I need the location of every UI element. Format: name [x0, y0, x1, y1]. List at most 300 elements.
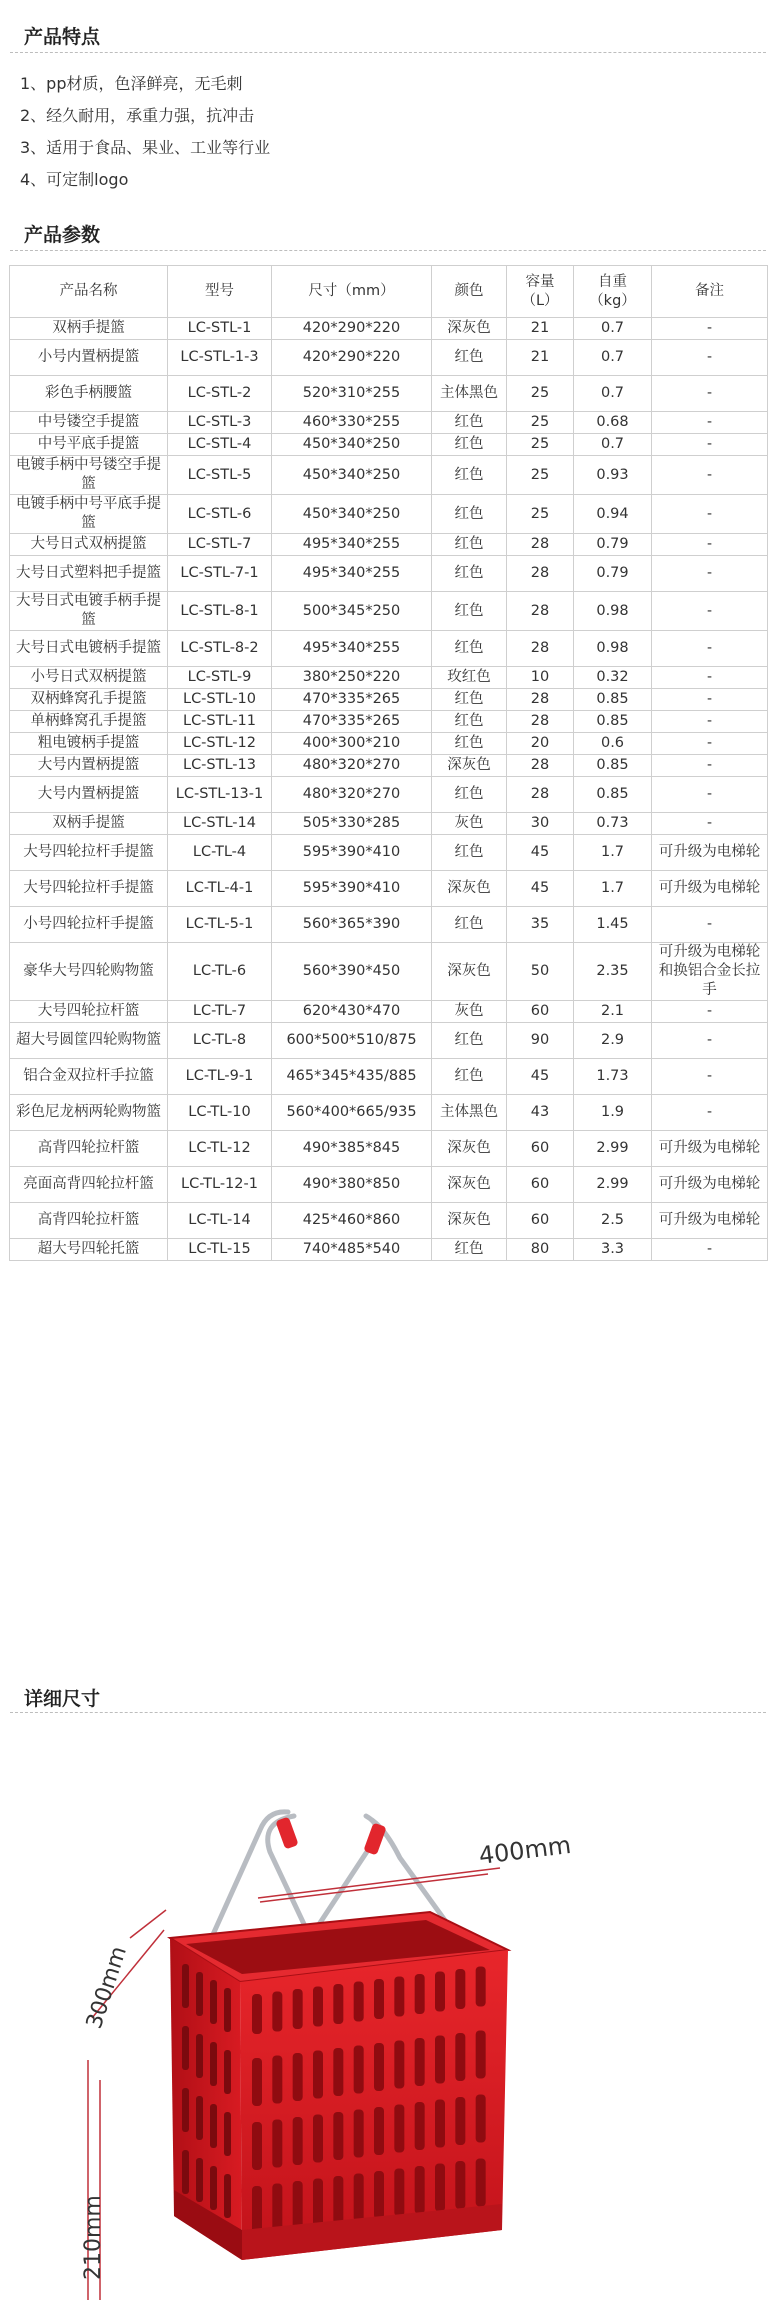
- capacity-cell: 25: [507, 412, 574, 434]
- table-row: [10, 534, 768, 556]
- remark-cell: 可升级为电梯轮: [652, 871, 768, 907]
- model-cell: LC-STL-8-2: [168, 631, 272, 667]
- model-cell: LC-TL-4-1: [168, 871, 272, 907]
- color-cell: 深灰色: [432, 943, 507, 1001]
- color-cell: 红色: [432, 592, 507, 631]
- color-cell: 深灰色: [432, 755, 507, 777]
- vent-slot: [394, 2105, 404, 2153]
- capacity-cell: 21: [507, 318, 574, 340]
- dimension-label-depth: 300mm: [81, 1943, 132, 2032]
- vent-slot: [272, 2120, 282, 2168]
- remark-cell: -: [652, 813, 768, 835]
- size-cell: 470*335*265: [272, 711, 432, 733]
- color-cell: 主体黑色: [432, 1095, 507, 1131]
- model-cell: LC-TL-12: [168, 1131, 272, 1167]
- remark-cell: -: [652, 755, 768, 777]
- table-row: [10, 1239, 768, 1261]
- vent-slot: [196, 1972, 203, 2016]
- product-name-cell: 超大号圆筐四轮购物篮: [10, 1023, 168, 1059]
- remark-cell: -: [652, 1095, 768, 1131]
- remark-cell: -: [652, 412, 768, 434]
- vent-slot: [272, 2184, 282, 2232]
- weight-cell: 1.45: [574, 907, 652, 943]
- vent-slot: [182, 1964, 189, 2008]
- table-row: [10, 376, 768, 412]
- product-name-cell: 大号日式电镀手柄手提篮: [10, 592, 168, 631]
- remark-cell: -: [652, 1023, 768, 1059]
- remark-cell: 可升级为电梯轮: [652, 1167, 768, 1203]
- table-row: [10, 495, 768, 534]
- table-row: [10, 835, 768, 871]
- table-row: [10, 1131, 768, 1167]
- section-divider: [10, 250, 766, 251]
- remark-cell: -: [652, 318, 768, 340]
- vent-slot: [374, 2171, 384, 2219]
- column-header: 产品名称: [10, 266, 168, 318]
- product-name-cell: 铝合金双拉杆手拉篮: [10, 1059, 168, 1095]
- size-cell: 520*310*255: [272, 376, 432, 412]
- model-cell: LC-TL-5-1: [168, 907, 272, 943]
- product-name-cell: 粗电镀柄手提篮: [10, 733, 168, 755]
- size-cell: 480*320*270: [272, 755, 432, 777]
- weight-cell: 1.73: [574, 1059, 652, 1095]
- product-name-cell: 大号四轮拉杆手提篮: [10, 871, 168, 907]
- table-row: [10, 1059, 768, 1095]
- model-cell: LC-STL-3: [168, 412, 272, 434]
- dim-line-width: [260, 1874, 488, 1902]
- column-header: 备注: [652, 266, 768, 318]
- capacity-cell: 80: [507, 1239, 574, 1261]
- product-name-cell: 双柄手提篮: [10, 318, 168, 340]
- product-name-cell: 中号平底手提篮: [10, 434, 168, 456]
- product-name-cell: 中号镂空手提篮: [10, 412, 168, 434]
- color-cell: 红色: [432, 1239, 507, 1261]
- color-cell: 红色: [432, 907, 507, 943]
- weight-cell: 2.35: [574, 943, 652, 1001]
- color-cell: 深灰色: [432, 1203, 507, 1239]
- vent-slot: [272, 1992, 282, 2032]
- weight-cell: 0.7: [574, 318, 652, 340]
- model-cell: LC-TL-8: [168, 1023, 272, 1059]
- table-row: [10, 340, 768, 376]
- vent-slot: [455, 2097, 465, 2145]
- vent-slot: [224, 2050, 231, 2094]
- feature-item: 1、pp材质，色泽鲜亮，无毛刺: [20, 74, 243, 93]
- model-cell: LC-STL-13: [168, 755, 272, 777]
- color-cell: 玫红色: [432, 667, 507, 689]
- vent-slot: [394, 2169, 404, 2217]
- model-cell: LC-STL-1-3: [168, 340, 272, 376]
- table-row: [10, 1023, 768, 1059]
- weight-cell: 0.98: [574, 631, 652, 667]
- vent-slot: [293, 2117, 303, 2165]
- product-name-cell: 电镀手柄中号平底手提篮: [10, 495, 168, 534]
- params-table: [9, 265, 768, 1261]
- size-cell: 465*345*435/885: [272, 1059, 432, 1095]
- capacity-cell: 28: [507, 689, 574, 711]
- model-cell: LC-STL-9: [168, 667, 272, 689]
- weight-cell: 0.98: [574, 592, 652, 631]
- weight-cell: 2.99: [574, 1167, 652, 1203]
- table-row: [10, 1001, 768, 1023]
- vent-slot: [415, 2102, 425, 2150]
- size-cell: 425*460*860: [272, 1203, 432, 1239]
- product-name-cell: 小号四轮拉杆手提篮: [10, 907, 168, 943]
- model-cell: LC-STL-12: [168, 733, 272, 755]
- vent-slot: [313, 2115, 323, 2163]
- capacity-cell: 28: [507, 755, 574, 777]
- model-cell: LC-STL-10: [168, 689, 272, 711]
- column-header: 型号: [168, 266, 272, 318]
- vent-slot: [476, 2031, 486, 2079]
- vent-slot: [354, 1982, 364, 2022]
- vent-slot: [333, 2176, 343, 2224]
- table-row: [10, 1167, 768, 1203]
- vent-slot: [435, 2100, 445, 2148]
- product-name-cell: 大号四轮拉杆手提篮: [10, 835, 168, 871]
- model-cell: LC-STL-11: [168, 711, 272, 733]
- color-cell: 深灰色: [432, 318, 507, 340]
- vent-slot: [293, 2053, 303, 2101]
- vent-slot: [313, 2179, 323, 2227]
- vent-slot: [333, 2112, 343, 2160]
- size-cell: 380*250*220: [272, 667, 432, 689]
- column-header: 颜色: [432, 266, 507, 318]
- size-cell: 595*390*410: [272, 835, 432, 871]
- capacity-cell: 20: [507, 733, 574, 755]
- vent-slot: [224, 2112, 231, 2156]
- model-cell: LC-TL-4: [168, 835, 272, 871]
- model-cell: LC-TL-9-1: [168, 1059, 272, 1095]
- color-cell: 红色: [432, 835, 507, 871]
- product-name-cell: 小号日式双柄提篮: [10, 667, 168, 689]
- vent-slot: [210, 2042, 217, 2086]
- remark-cell: -: [652, 777, 768, 813]
- product-name-cell: 单柄蜂窝孔手提篮: [10, 711, 168, 733]
- capacity-cell: 21: [507, 340, 574, 376]
- product-name-cell: 双柄蜂窝孔手提篮: [10, 689, 168, 711]
- remark-cell: 可升级为电梯轮: [652, 835, 768, 871]
- detail-title: 详细尺寸: [24, 1688, 101, 1710]
- model-cell: LC-TL-7: [168, 1001, 272, 1023]
- color-cell: 红色: [432, 456, 507, 495]
- vent-slot: [333, 2048, 343, 2096]
- table-row: [10, 871, 768, 907]
- size-cell: 495*340*255: [272, 631, 432, 667]
- color-cell: 红色: [432, 534, 507, 556]
- table-row: [10, 456, 768, 495]
- size-cell: 560*400*665/935: [272, 1095, 432, 1131]
- remark-cell: -: [652, 1001, 768, 1023]
- size-cell: 500*345*250: [272, 592, 432, 631]
- product-name-cell: 大号日式电镀柄手提篮: [10, 631, 168, 667]
- weight-cell: 0.85: [574, 689, 652, 711]
- capacity-cell: 43: [507, 1095, 574, 1131]
- capacity-cell: 45: [507, 835, 574, 871]
- feature-item: 3、适用于食品、果业、工业等行业: [20, 138, 271, 157]
- capacity-cell: 35: [507, 907, 574, 943]
- product-name-cell: 双柄手提篮: [10, 813, 168, 835]
- remark-cell: 可升级为电梯轮和换铝合金长拉手: [652, 943, 768, 1001]
- weight-cell: 2.1: [574, 1001, 652, 1023]
- weight-cell: 0.68: [574, 412, 652, 434]
- remark-cell: -: [652, 631, 768, 667]
- table-row: [10, 943, 768, 1001]
- vent-slot: [455, 1969, 465, 2009]
- color-cell: 灰色: [432, 1001, 507, 1023]
- weight-cell: 2.99: [574, 1131, 652, 1167]
- weight-cell: 0.85: [574, 755, 652, 777]
- vent-slot: [415, 2038, 425, 2086]
- weight-cell: 0.85: [574, 711, 652, 733]
- basket-dimension-photo: [81, 1760, 690, 2300]
- remark-cell: -: [652, 733, 768, 755]
- table-row: [10, 711, 768, 733]
- column-header: 自重（kg）: [574, 266, 652, 318]
- vent-slot: [354, 2174, 364, 2222]
- model-cell: LC-STL-4: [168, 434, 272, 456]
- remark-cell: -: [652, 456, 768, 495]
- vent-slot: [354, 2046, 364, 2094]
- remark-cell: -: [652, 556, 768, 592]
- model-cell: LC-TL-12-1: [168, 1167, 272, 1203]
- color-cell: 红色: [432, 711, 507, 733]
- remark-cell: -: [652, 1059, 768, 1095]
- capacity-cell: 60: [507, 1001, 574, 1023]
- vent-slot: [455, 2161, 465, 2209]
- color-cell: 红色: [432, 733, 507, 755]
- color-cell: 深灰色: [432, 871, 507, 907]
- vent-slot: [394, 1977, 404, 2017]
- vent-slot: [252, 2058, 262, 2106]
- vent-slot: [374, 1979, 384, 2019]
- capacity-cell: 25: [507, 495, 574, 534]
- table-row: [10, 907, 768, 943]
- remark-cell: -: [652, 711, 768, 733]
- model-cell: LC-TL-15: [168, 1239, 272, 1261]
- vent-slot: [354, 2110, 364, 2158]
- model-cell: LC-STL-2: [168, 376, 272, 412]
- model-cell: LC-STL-7: [168, 534, 272, 556]
- table-row: [10, 755, 768, 777]
- weight-cell: 0.7: [574, 434, 652, 456]
- size-cell: 490*380*850: [272, 1167, 432, 1203]
- weight-cell: 0.94: [574, 495, 652, 534]
- vent-slot: [210, 2104, 217, 2148]
- capacity-cell: 45: [507, 871, 574, 907]
- product-name-cell: 大号日式塑料把手提篮: [10, 556, 168, 592]
- capacity-cell: 90: [507, 1023, 574, 1059]
- vent-slot: [252, 2122, 262, 2170]
- product-name-cell: 豪华大号四轮购物篮: [10, 943, 168, 1001]
- vent-slot: [210, 1980, 217, 2024]
- color-cell: 红色: [432, 689, 507, 711]
- vent-slot: [182, 2150, 189, 2194]
- color-cell: 红色: [432, 340, 507, 376]
- remark-cell: -: [652, 376, 768, 412]
- weight-cell: 0.85: [574, 777, 652, 813]
- size-cell: 450*340*250: [272, 456, 432, 495]
- size-cell: 480*320*270: [272, 777, 432, 813]
- size-cell: 450*340*250: [272, 434, 432, 456]
- vent-slot: [415, 2166, 425, 2214]
- vent-slot: [293, 2181, 303, 2229]
- handle-grip: [275, 1817, 386, 1856]
- vent-slot: [415, 1974, 425, 2014]
- capacity-cell: 60: [507, 1131, 574, 1167]
- vent-slot: [435, 2164, 445, 2212]
- capacity-cell: 28: [507, 592, 574, 631]
- product-name-cell: 大号日式双柄提篮: [10, 534, 168, 556]
- capacity-cell: 28: [507, 631, 574, 667]
- product-name-cell: 亮面高背四轮拉杆篮: [10, 1167, 168, 1203]
- table-row: [10, 667, 768, 689]
- product-name-cell: 彩色手柄腰篮: [10, 376, 168, 412]
- model-cell: LC-STL-6: [168, 495, 272, 534]
- feature-item: 4、可定制logo: [20, 170, 129, 189]
- vent-slot: [476, 2095, 486, 2143]
- column-header: 容量（L）: [507, 266, 574, 318]
- capacity-cell: 25: [507, 376, 574, 412]
- vent-slot: [182, 2088, 189, 2132]
- weight-cell: 0.7: [574, 376, 652, 412]
- features-list: [20, 68, 270, 196]
- remark-cell: -: [652, 689, 768, 711]
- weight-cell: 0.93: [574, 456, 652, 495]
- remark-cell: 可升级为电梯轮: [652, 1203, 768, 1239]
- vent-slot: [182, 2026, 189, 2070]
- vent-slot: [210, 2166, 217, 2210]
- model-cell: LC-STL-1: [168, 318, 272, 340]
- color-cell: 红色: [432, 556, 507, 592]
- vent-slot: [196, 2096, 203, 2140]
- color-cell: 红色: [432, 495, 507, 534]
- dimension-label-height: 210mm: [81, 2195, 106, 2280]
- table-row: [10, 733, 768, 755]
- capacity-cell: 45: [507, 1059, 574, 1095]
- vent-slot: [252, 2186, 262, 2234]
- weight-cell: 3.3: [574, 1239, 652, 1261]
- size-cell: 460*330*255: [272, 412, 432, 434]
- model-cell: LC-STL-13-1: [168, 777, 272, 813]
- params-title: 产品参数: [24, 224, 101, 246]
- size-cell: 420*290*220: [272, 318, 432, 340]
- capacity-cell: 10: [507, 667, 574, 689]
- table-row: [10, 1203, 768, 1239]
- color-cell: 深灰色: [432, 1167, 507, 1203]
- vent-slot: [394, 2041, 404, 2089]
- remark-cell: -: [652, 534, 768, 556]
- table-row: [10, 777, 768, 813]
- color-cell: 红色: [432, 777, 507, 813]
- product-name-cell: 彩色尼龙柄两轮购物篮: [10, 1095, 168, 1131]
- capacity-cell: 28: [507, 534, 574, 556]
- color-cell: 主体黑色: [432, 376, 507, 412]
- weight-cell: 2.5: [574, 1203, 652, 1239]
- product-name-cell: 高背四轮拉杆篮: [10, 1131, 168, 1167]
- product-name-cell: 高背四轮拉杆篮: [10, 1203, 168, 1239]
- features-title: 产品特点: [24, 26, 101, 48]
- remark-cell: -: [652, 340, 768, 376]
- model-cell: LC-TL-14: [168, 1203, 272, 1239]
- weight-cell: 1.9: [574, 1095, 652, 1131]
- vent-slot: [435, 2036, 445, 2084]
- vent-slot: [476, 2159, 486, 2207]
- capacity-cell: 60: [507, 1203, 574, 1239]
- model-cell: LC-STL-8-1: [168, 592, 272, 631]
- model-cell: LC-STL-7-1: [168, 556, 272, 592]
- size-cell: 495*340*255: [272, 534, 432, 556]
- vent-slot: [196, 2158, 203, 2202]
- capacity-cell: 25: [507, 434, 574, 456]
- capacity-cell: 28: [507, 711, 574, 733]
- weight-cell: 1.7: [574, 835, 652, 871]
- size-cell: 620*430*470: [272, 1001, 432, 1023]
- size-cell: 495*340*255: [272, 556, 432, 592]
- table-row: [10, 631, 768, 667]
- remark-cell: -: [652, 434, 768, 456]
- color-cell: 红色: [432, 412, 507, 434]
- weight-cell: 2.9: [574, 1023, 652, 1059]
- product-name-cell: 电镀手柄中号镂空手提篮: [10, 456, 168, 495]
- model-cell: LC-TL-6: [168, 943, 272, 1001]
- color-cell: 红色: [432, 631, 507, 667]
- product-name-cell: 大号内置柄提篮: [10, 777, 168, 813]
- size-cell: 560*365*390: [272, 907, 432, 943]
- table-row: [10, 813, 768, 835]
- model-cell: LC-STL-14: [168, 813, 272, 835]
- model-cell: LC-STL-5: [168, 456, 272, 495]
- color-cell: 灰色: [432, 813, 507, 835]
- remark-cell: 可升级为电梯轮: [652, 1131, 768, 1167]
- color-cell: 红色: [432, 1059, 507, 1095]
- size-cell: 490*385*845: [272, 1131, 432, 1167]
- table-row: [10, 434, 768, 456]
- basket-body: [170, 1912, 508, 2260]
- vent-slot: [252, 1994, 262, 2034]
- capacity-cell: 60: [507, 1167, 574, 1203]
- capacity-cell: 28: [507, 777, 574, 813]
- capacity-cell: 50: [507, 943, 574, 1001]
- section-divider: [10, 52, 766, 53]
- size-cell: 595*390*410: [272, 871, 432, 907]
- feature-item: 2、经久耐用，承重力强，抗冲击: [20, 106, 255, 125]
- table-row: [10, 1095, 768, 1131]
- vent-slot: [374, 2107, 384, 2155]
- vent-slot: [224, 2174, 231, 2218]
- size-cell: 470*335*265: [272, 689, 432, 711]
- vent-slot: [333, 1984, 343, 2024]
- capacity-cell: 25: [507, 456, 574, 495]
- vent-slot: [476, 1967, 486, 2007]
- weight-cell: 0.32: [574, 667, 652, 689]
- size-cell: 400*300*210: [272, 733, 432, 755]
- column-header: 尺寸（mm）: [272, 266, 432, 318]
- remark-cell: -: [652, 495, 768, 534]
- size-cell: 560*390*450: [272, 943, 432, 1001]
- vent-slot: [313, 2051, 323, 2099]
- table-row: [10, 412, 768, 434]
- color-cell: 红色: [432, 434, 507, 456]
- size-cell: 420*290*220: [272, 340, 432, 376]
- capacity-cell: 28: [507, 556, 574, 592]
- vent-slot: [435, 1972, 445, 2012]
- weight-cell: 0.7: [574, 340, 652, 376]
- size-cell: 740*485*540: [272, 1239, 432, 1261]
- remark-cell: -: [652, 592, 768, 631]
- table-row: [10, 689, 768, 711]
- table-body: [10, 318, 768, 1261]
